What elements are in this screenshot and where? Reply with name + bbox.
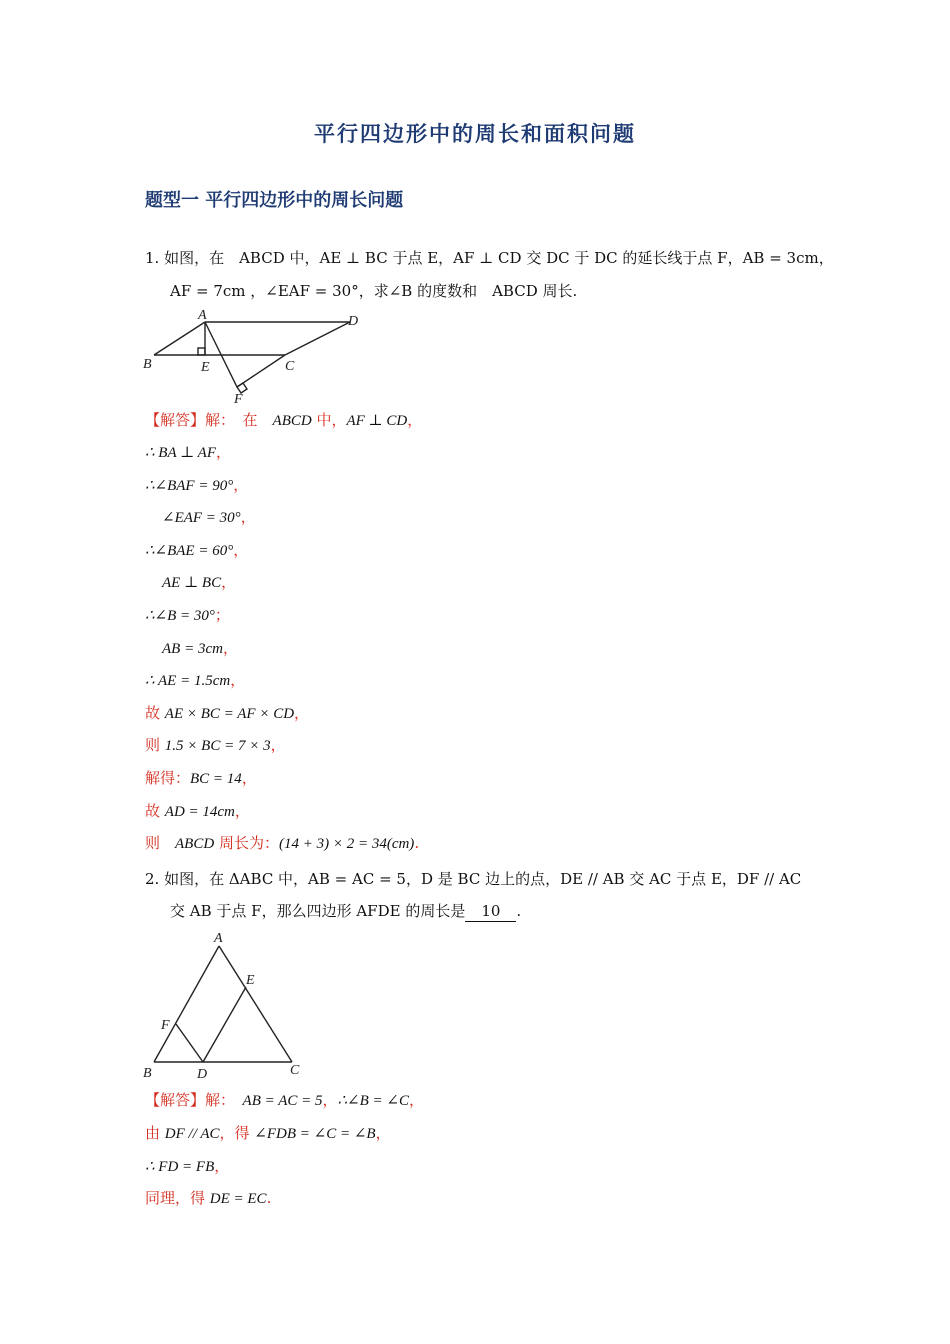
section-heading: 题型一 平行四边形中的周长问题 [145, 190, 404, 211]
fig2-label-d: D [197, 1067, 208, 1082]
solution2-line1: 由 DF // AC，得 ∠FDB = ∠C = ∠B， [145, 1124, 391, 1142]
solution1-line5: AE ⊥ BC， [162, 573, 237, 591]
fig2-label-f: F [161, 1018, 170, 1033]
fig2-label-b: B [143, 1066, 152, 1081]
fig1-label-a: A [198, 308, 207, 323]
solution1-line1: ∴ BA ⊥ AF， [145, 443, 232, 461]
fig2-label-a: A [214, 931, 223, 946]
solution1-line11: 解得：BC = 14， [145, 769, 257, 787]
solution1-line2: ∴∠BAF = 90°， [145, 476, 249, 494]
solution-tag: 【解答】 [145, 411, 206, 429]
solution1-line0: 【解答】解： 在 ABCD 中，AF ⊥ CD， [145, 411, 423, 429]
problem1-line2: AF = 7cm ，∠EAF = 30°，求∠B 的度数和 ABCD 周长. [170, 282, 578, 300]
solution1-line13: 则 ABCD 周长为：(14 + 3) × 2 = 34(cm). [145, 834, 420, 852]
fig2-label-e: E [246, 973, 255, 988]
solution1-line3: ∠EAF = 30°， [162, 508, 256, 526]
fig1-label-b: B [143, 357, 152, 372]
fig1-label-d: D [348, 314, 359, 329]
solution1-line7: AB = 3cm， [162, 639, 238, 657]
fig2-label-c: C [290, 1063, 300, 1078]
solution2-line0: 【解答】解： AB = AC = 5，∴∠B = ∠C， [145, 1091, 425, 1109]
fig1-label-c: C [285, 359, 295, 374]
page-title: 平行四边形中的周长和面积问题 [314, 121, 636, 146]
problem2-line1: 2. 如图，在 ΔABC 中，AB = AC = 5，D 是 BC 边上的点，DE // AB 交 AC 于点 E，DF // AC [145, 870, 802, 888]
solution1-line6: ∴∠B = 30°； [145, 606, 230, 624]
figure1-parallelogram [140, 305, 370, 405]
solution1-line4: ∴∠BAE = 60°， [145, 541, 249, 559]
problem2-line2: 交 AB 于点 F，那么四边形 AFDE 的周长是 10 . [170, 902, 522, 920]
figure2-triangle [140, 928, 310, 1083]
fig1-label-f: F [234, 392, 243, 405]
fig1-label-e: E [201, 360, 210, 375]
solution1-line9: 故 AE × BC = AF × CD， [145, 704, 310, 722]
solution1-line12: 故 AD = 14cm， [145, 802, 250, 820]
solution2-line2: ∴ FD = FB， [145, 1157, 230, 1175]
solution2-line3: 同理，得 DE = EC. [145, 1189, 272, 1207]
solution-tag: 【解答】 [145, 1091, 206, 1109]
solution1-line10: 则 1.5 × BC = 7 × 3， [145, 736, 286, 754]
answer-blank: 10 [465, 901, 516, 922]
solution1-line8: ∴ AE = 1.5cm， [145, 671, 246, 689]
problem1-line1: 1. 如图，在 ABCD 中，AE ⊥ BC 于点 E，AF ⊥ CD 交 DC 于 DC 的延长线于点 F，AB = 3cm， [145, 249, 834, 267]
